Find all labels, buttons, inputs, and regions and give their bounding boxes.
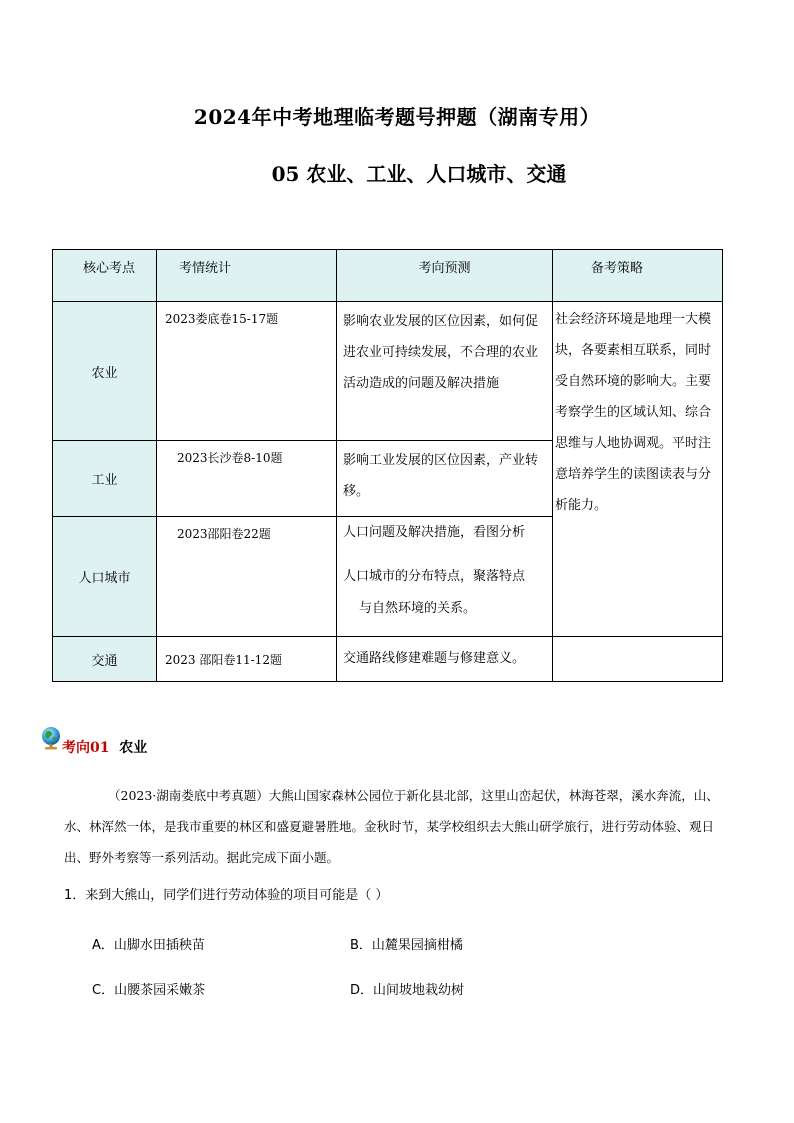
empty-cell xyxy=(553,637,723,682)
stat-cell: 2023娄底卷15-17题 xyxy=(157,302,337,441)
option-d[interactable]: D．山间坡地栽幼树 xyxy=(350,983,465,998)
strategy-cell: 社会经济环境是地理一大模块，各要素相互联系，同时受自然环境的影响大。主要考察学生的区域认知、综合思维与人地协调观。平时注意培养学生的读图读表与分析能力。 xyxy=(553,302,723,637)
table-row xyxy=(53,302,723,441)
core-cell: 工业 xyxy=(53,441,157,517)
pred-cell: 影响工业发展的区位因素，产业转移。 xyxy=(337,441,553,517)
core-cell: 人口城市 xyxy=(53,517,157,637)
pred-cell: 影响农业发展的区位因素，如何促进农业可持续发展，不合理的农业活动造成的问题及解决措施 xyxy=(337,302,553,441)
section-label xyxy=(62,737,147,757)
table-row xyxy=(53,637,723,682)
page-subtitle: 05 农业、工业、人口城市、交通 xyxy=(271,162,567,186)
stat-cell: 2023 邵阳卷11-12题 xyxy=(157,637,337,682)
question-1: 1．来到大熊山，同学们进行劳动体验的项目可能是（ ） xyxy=(64,888,389,903)
header-pred: 考向预测 xyxy=(337,250,553,302)
pred-line: 与自然环境的关系。 xyxy=(359,601,477,616)
pred-cell xyxy=(337,517,553,637)
question-stem: （2023·湖南娄底中考真题）大熊山国家森林公园位于新化县北部，这里山峦起伏，林海苍翠，溪水奔流，山、水、林浑然一体，是我市重要的林区和盛夏避暑胜地。金秋时节，某学校组织去大熊山研学旅行，进行劳动体验、观日出、野外考察等一系列活动。据此完成下面小题。 xyxy=(64,788,719,865)
core-cell: 农业 xyxy=(53,302,157,441)
header-core: 核心考点 xyxy=(53,250,157,302)
table-header-row xyxy=(53,250,723,302)
stat-cell: 2023长沙卷8-10题 xyxy=(157,441,337,517)
stat-cell: 2023邵阳卷22题 xyxy=(157,517,337,637)
option-b[interactable]: B．山麓果园摘柑橘 xyxy=(350,938,463,953)
header-stat: 考情统计 xyxy=(157,250,337,302)
pred-line: 人口问题及解决措施，看图分析 xyxy=(343,525,526,540)
exam-points-table xyxy=(52,249,723,682)
option-a[interactable]: A．山脚水田插秧苗 xyxy=(92,938,205,953)
globe-icon xyxy=(40,725,62,751)
page-title: 2024年中考地理临考题号押题（湖南专用） xyxy=(193,105,601,129)
section-number: 考向01 xyxy=(62,740,110,756)
pred-line: 人口城市的分布特点，聚落特点 xyxy=(343,569,526,584)
section-topic: 农业 xyxy=(119,740,148,756)
core-cell: 交通 xyxy=(53,637,157,682)
header-strategy: 备考策略 xyxy=(553,250,723,302)
option-c[interactable]: C．山腰茶园采嫩茶 xyxy=(92,983,206,998)
pred-cell: 交通路线修建难题与修建意义。 xyxy=(337,637,553,682)
